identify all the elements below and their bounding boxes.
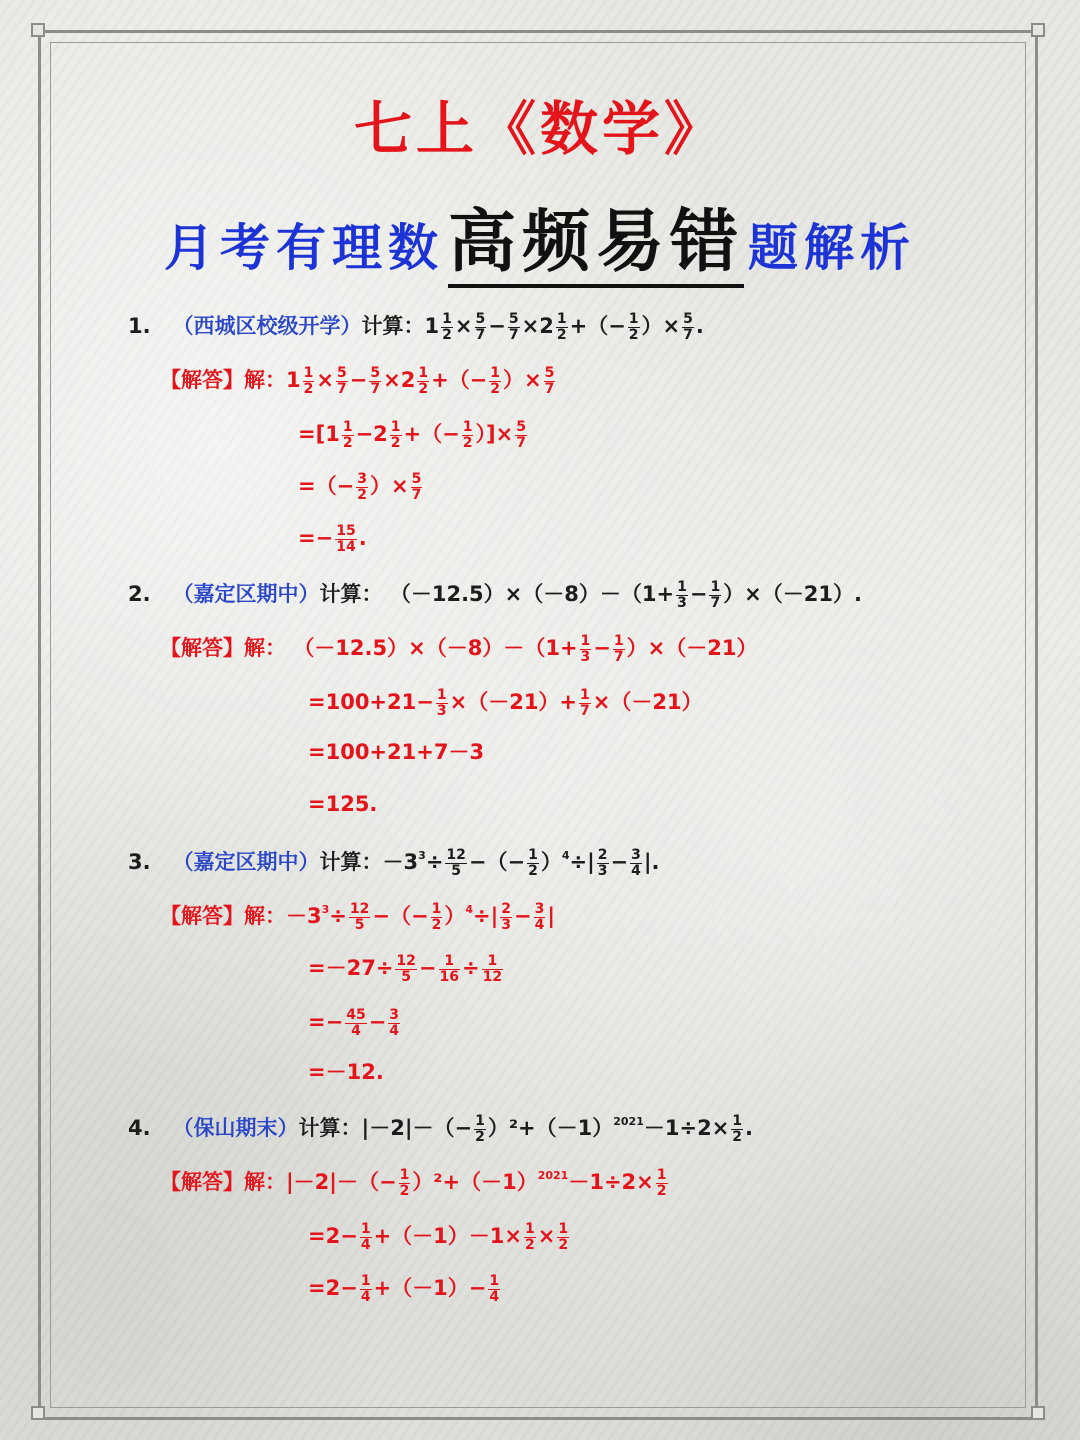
solution-label: 解： — [244, 636, 286, 661]
problem-source: （西城区校级开学） — [172, 314, 362, 339]
problem-3-solution-line: 【解答】解：$-3^3\div$ $\frac{12}{5}$ −（− $\frac{1}{2}$ ）$^4$÷| $\frac{2}{3}$ − $\frac{3}{4}$ | — [160, 901, 556, 933]
subtitle-part-2: 题解析 — [748, 218, 916, 277]
problem-1-solution-line: =− $\frac{15}{14}$ . — [298, 523, 367, 555]
frame-corner — [1031, 1406, 1045, 1420]
subtitle-part-1: 月考有理数 — [163, 218, 444, 277]
frame-corner — [31, 23, 45, 37]
problem-2-solution-line: =125. — [308, 792, 378, 816]
problem-prompt: 计算： — [361, 314, 425, 339]
problem-3-question: 3. （嘉定区期中）计算：$-3^3\div$ $\frac{12}{5}$ −（− $\frac{1}{2}$ ）$^4$÷| $\frac{2}{3}$ − $\frac{3}{4}$ |. — [128, 847, 660, 879]
problem-3-solution-line: =－12. — [308, 1060, 384, 1084]
problem-prompt: 计算： — [298, 1116, 362, 1141]
problem-prompt: 计算： — [319, 582, 383, 607]
problem-3-solution-line: =− $\frac{45}{4}$ − $\frac{3}{4}$ — [308, 1007, 400, 1039]
problem-source: （嘉定区期中） — [172, 582, 320, 607]
problem-source: （嘉定区期中） — [172, 850, 320, 875]
problem-1-solution-line: 【解答】解：1 $\frac{1}{2}$ × $\frac{5}{7}$ − $\frac{5}{7}$ ×2 $\frac{1}{2}$ +（− $\frac{1}{2}$ ）× $\frac{5}{7}$ — [160, 365, 555, 397]
page-subtitle — [0, 188, 1080, 285]
frame-corner — [1031, 23, 1045, 37]
solution-tag: 【解答】 — [160, 636, 244, 661]
problem-1-solution-line: =（− $\frac{3}{2}$ ）× $\frac{5}{7}$ — [298, 471, 422, 503]
solution-tag: 【解答】 — [160, 368, 244, 393]
problem-2-solution-line: =100+21− $\frac{1}{3}$ ×（－21）+ $\frac{1}{7}$ ×（－21） — [308, 687, 703, 719]
problem-4-solution-line: =2− $\frac{1}{4}$ +（－1）− $\frac{1}{4}$ — [308, 1273, 500, 1305]
problem-4-solution-line: 【解答】解：|－2|－（− $\frac{1}{2}$ ）$^2+(-1)^{2021}-1\div 2\times$ $\frac{1}{2}$ — [160, 1167, 667, 1199]
problem-4-question: 4. （保山期末）计算：|－2|－（− $\frac{1}{2}$ ）$^2+(-1)^{2021}-1\div 2\times$ $\frac{1}{2}$ . — [128, 1113, 754, 1145]
frame-corner — [31, 1406, 45, 1420]
solution-label: 解： — [244, 904, 286, 929]
problem-4-solution-line: =2− $\frac{1}{4}$ +（－1）－1× $\frac{1}{2}$ × $\frac{1}{2}$ — [308, 1221, 569, 1253]
problem-number: 3. — [128, 850, 151, 875]
problem-2-solution-line: 【解答】解： （－12.5）×（－8）－（1+ $\frac{1}{3}$ − $\frac{1}{7}$ ）×（－21） — [160, 633, 758, 665]
solution-label: 解： — [244, 1170, 286, 1195]
problem-1-question: 1. （西城区校级开学）计算：1 $\frac{1}{2}$ × $\frac{5}{7}$ − $\frac{5}{7}$ ×2 $\frac{1}{2}$ +（− $\frac{1}{2}$ ）× $\frac{5}{7}$ . — [128, 311, 704, 343]
problem-prompt: 计算： — [319, 850, 383, 875]
subtitle-highlight: 高频易错 — [448, 202, 744, 288]
solution-tag: 【解答】 — [160, 1170, 244, 1195]
problem-2-solution-line: =100+21+7－3 — [308, 740, 485, 764]
problem-2-question: 2. （嘉定区期中）计算： （－12.5）×（－8）－（1+ $\frac{1}{3}$ − $\frac{1}{7}$ ）×（－21）. — [128, 579, 862, 611]
problem-number: 2. — [128, 582, 151, 607]
problem-3-solution-line: =－27÷ $\frac{12}{5}$ − $\frac{1}{16}$ ÷ $\frac{1}{12}$ — [308, 953, 503, 985]
solution-tag: 【解答】 — [160, 904, 244, 929]
page-title: 七上《数学》 — [353, 95, 726, 163]
problem-source: （保山期末） — [172, 1116, 299, 1141]
problem-number: 1. — [128, 314, 151, 339]
solution-label: 解： — [244, 368, 286, 393]
problem-number: 4. — [128, 1116, 151, 1141]
problem-1-solution-line: =[1 $\frac{1}{2}$ −2 $\frac{1}{2}$ +（− $\frac{1}{2}$ ）]× $\frac{5}{7}$ — [298, 419, 526, 451]
